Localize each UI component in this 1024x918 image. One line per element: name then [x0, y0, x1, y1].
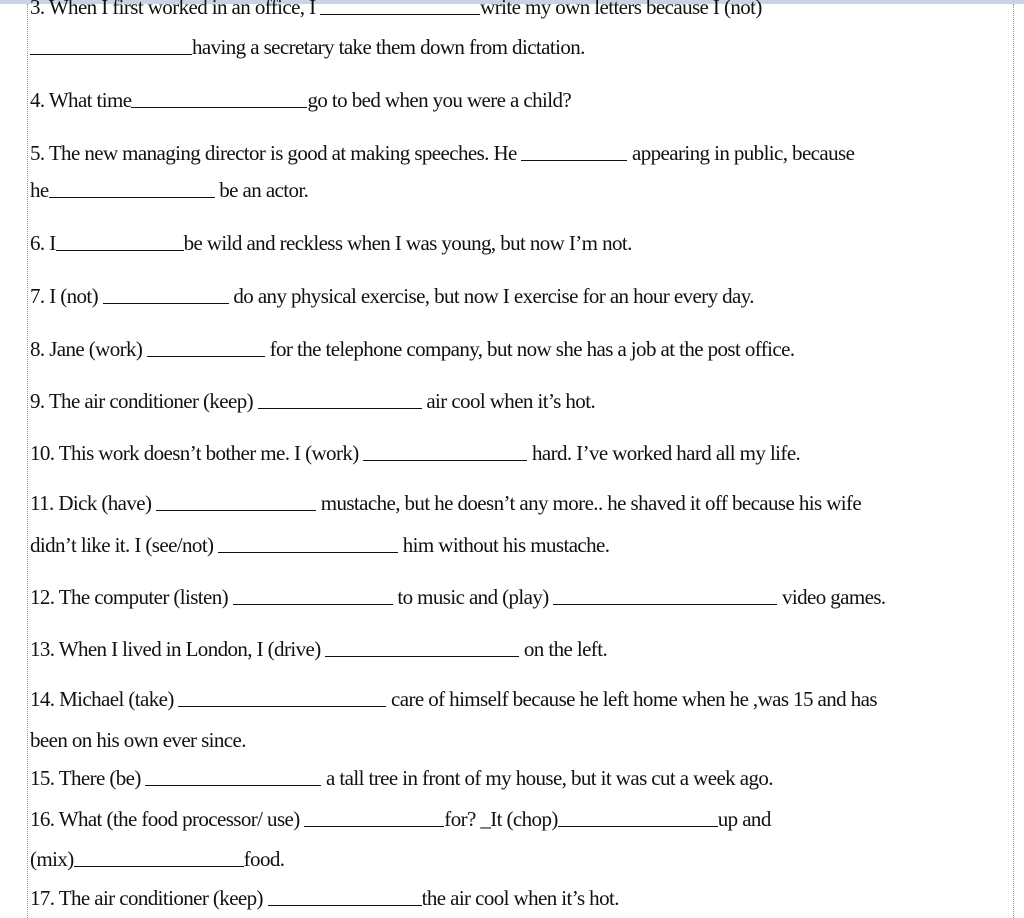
- line-text: hard. I’ve worked hard all my life.: [527, 441, 801, 465]
- answer-blank[interactable]: [363, 442, 527, 461]
- line-text: to music and (play): [392, 585, 554, 609]
- worksheet-line: [30, 87, 571, 113]
- answer-blank[interactable]: [56, 232, 184, 251]
- page-margin-left: [27, 4, 28, 918]
- worksheet-line: [30, 686, 877, 712]
- answer-blank[interactable]: [304, 808, 444, 827]
- line-text: 8. Jane (work): [30, 337, 147, 361]
- worksheet-line: [30, 388, 595, 414]
- worksheet-line: [30, 584, 886, 610]
- worksheet-line: [30, 846, 284, 872]
- answer-blank[interactable]: [258, 390, 422, 409]
- answer-blank[interactable]: [74, 848, 244, 867]
- answer-blank[interactable]: [30, 36, 192, 55]
- worksheet-line: [30, 532, 609, 558]
- line-text: 16. What (the food processor/ use): [30, 807, 305, 831]
- line-text: a tall tree in front of my house, but it was cut a week ago.: [321, 766, 773, 790]
- answer-blank[interactable]: [553, 586, 777, 605]
- answer-blank[interactable]: [521, 142, 627, 161]
- line-text: the air cool when it’s hot.: [421, 886, 619, 910]
- worksheet-line: [30, 765, 773, 791]
- line-text: for the telephone company, but now she has a job at the post office.: [264, 337, 795, 361]
- line-text: 17. The air conditioner (keep): [30, 886, 268, 910]
- line-text: 9. The air conditioner (keep): [30, 389, 258, 413]
- line-text: having a secretary take them down from dictation.: [192, 35, 585, 59]
- answer-blank[interactable]: [178, 688, 386, 707]
- line-text: 10. This work doesn’t bother me. I (work): [30, 441, 364, 465]
- line-text: 13. When I lived in London, I (drive): [30, 637, 326, 661]
- worksheet-line: [30, 490, 861, 516]
- worksheet-line: [30, 283, 754, 309]
- line-text: 15. There (be): [30, 766, 146, 790]
- answer-blank[interactable]: [218, 534, 398, 553]
- worksheet-line: [30, 727, 246, 753]
- line-text: go to bed when you were a child?: [307, 88, 572, 112]
- worksheet-line: [30, 336, 795, 362]
- line-text: 11. Dick (have): [30, 491, 157, 515]
- worksheet-line: [30, 636, 607, 662]
- worksheet-line: [30, 230, 632, 256]
- answer-blank[interactable]: [147, 338, 265, 357]
- worksheet-line: [30, 885, 619, 911]
- line-text: be wild and reckless when I was young, but now I’m not.: [183, 231, 632, 255]
- line-text: 5. The new managing director is good at making speeches. He: [30, 141, 522, 165]
- line-text: write my own letters because I (not): [480, 0, 762, 19]
- worksheet-line: [30, 177, 308, 203]
- line-text: appearing in public, because: [627, 141, 855, 165]
- worksheet-line: [30, 440, 800, 466]
- line-text: didn’t like it. I (see/not): [30, 533, 219, 557]
- page-margin-right: [1013, 4, 1014, 918]
- line-text: (mix): [30, 847, 74, 871]
- line-text: care of himself because he left home when he ,was 15 and has: [386, 687, 877, 711]
- line-text: do any physical exercise, but now I exercise for an hour every day.: [228, 284, 754, 308]
- answer-blank[interactable]: [131, 89, 307, 108]
- line-text: 3. When I first worked in an office, I: [30, 0, 321, 19]
- line-text: 4. What time: [30, 88, 132, 112]
- worksheet-line: [30, 806, 771, 832]
- answer-blank[interactable]: [320, 0, 480, 15]
- line-text: 7. I (not): [30, 284, 103, 308]
- line-text: food.: [243, 847, 285, 871]
- line-text: for? _It (chop): [444, 807, 558, 831]
- answer-blank[interactable]: [268, 887, 422, 906]
- answer-blank[interactable]: [145, 767, 321, 786]
- line-text: been on his own ever since.: [30, 728, 246, 752]
- worksheet-line: [30, 34, 585, 60]
- answer-blank[interactable]: [103, 285, 229, 304]
- answer-blank[interactable]: [233, 586, 393, 605]
- line-text: be an actor.: [214, 178, 309, 202]
- answer-blank[interactable]: [156, 492, 316, 511]
- line-text: on the left.: [519, 637, 608, 661]
- line-text: mustache, but he doesn’t any more.. he shaved it off because his wife: [316, 491, 862, 515]
- answer-blank[interactable]: [325, 638, 519, 657]
- line-text: 6. I: [30, 231, 56, 255]
- answer-blank[interactable]: [558, 808, 718, 827]
- worksheet-line: [30, 0, 762, 20]
- worksheet-line: [30, 140, 854, 166]
- line-text: video games.: [777, 585, 886, 609]
- line-text: him without his mustache.: [398, 533, 610, 557]
- line-text: 14. Michael (take): [30, 687, 179, 711]
- line-text: air cool when it’s hot.: [421, 389, 596, 413]
- line-text: up and: [717, 807, 771, 831]
- answer-blank[interactable]: [49, 179, 215, 198]
- line-text: he: [30, 178, 49, 202]
- line-text: 12. The computer (listen): [30, 585, 233, 609]
